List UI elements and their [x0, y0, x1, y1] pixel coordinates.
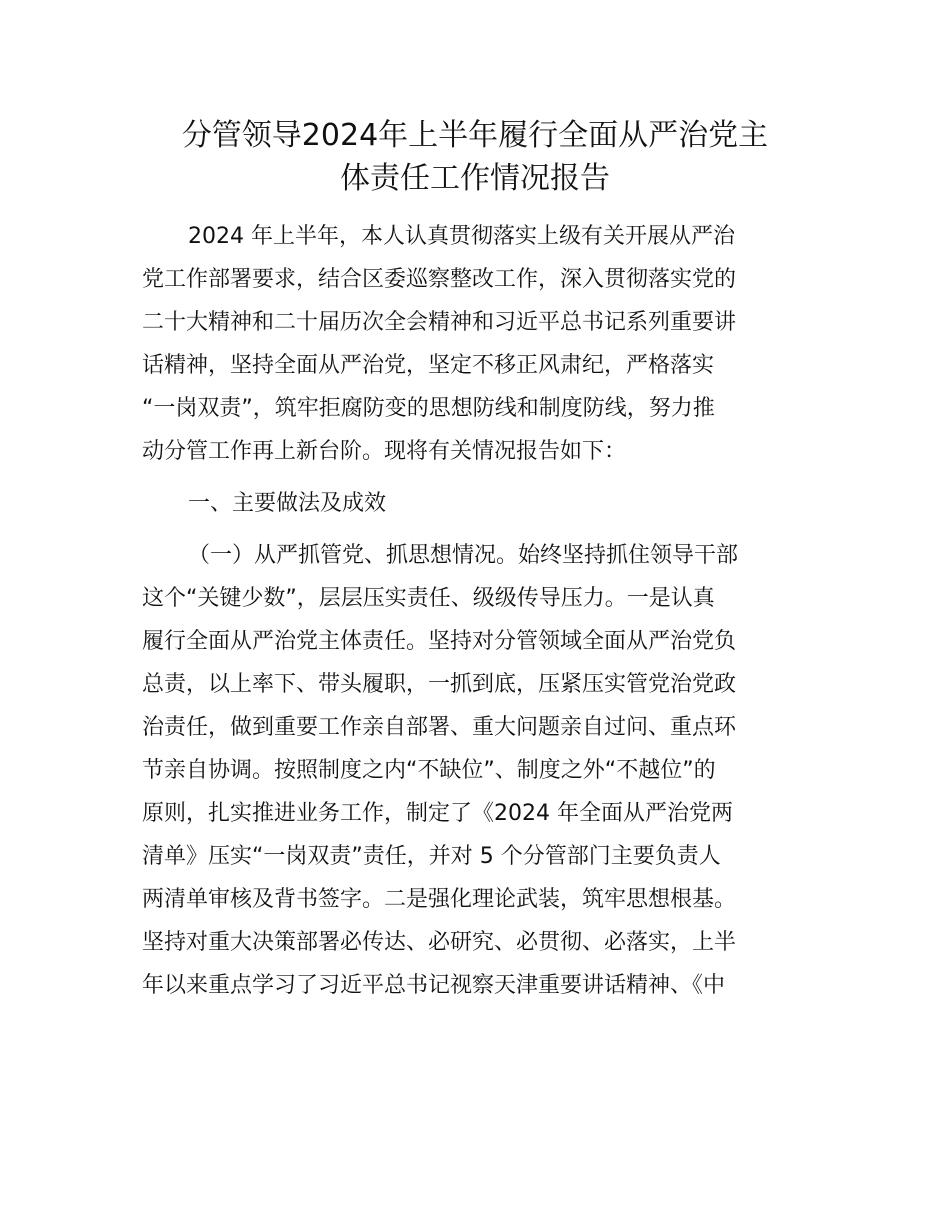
- section-heading: 一、主要做法及成效: [188, 491, 387, 516]
- paragraph-line: 2024 年上半年，本人认真贯彻落实上级有关开展从严治: [188, 224, 735, 249]
- paragraph-line: 党工作部署要求，结合区委巡察整改工作，深入贯彻落实党的: [142, 267, 737, 292]
- paragraph-line: （一）从严抓管党、抓思想情况。始终坚持抓住领导干部: [188, 543, 739, 568]
- document-title-line-2: 体责任工作情况报告: [340, 161, 610, 196]
- paragraph-line: “一岗双责”，筑牢拒腐防变的思想防线和制度防线，努力推: [142, 396, 715, 421]
- paragraph-line: 治责任，做到重要工作亲自部署、重大问题亲自过问、重点环: [142, 715, 737, 740]
- paragraph-line: 话精神，坚持全面从严治党，坚定不移正风肃纪，严格落实: [142, 353, 715, 378]
- paragraph-line: 两清单审核及背书签字。二是强化理论武装，筑牢思想根基。: [142, 887, 737, 912]
- paragraph-line: 这个“关键少数”，层层压实责任、级级传导压力。一是认真: [142, 586, 715, 611]
- paragraph-line: 清单》压实“一岗双责”责任，并对 5 个分管部门主要负责人: [142, 844, 721, 869]
- paragraph-line: 节亲自协调。按照制度之内“不缺位”、制度之外“不越位”的: [142, 758, 716, 783]
- paragraph-line: 坚持对重大决策部署必传达、必研究、必贯彻、必落实，上半: [142, 930, 737, 955]
- document-title-line-1: 分管领导2024年上半年履行全面从严治党主: [181, 118, 769, 153]
- paragraph-line: 原则，扎实推进业务工作，制定了《2024 年全面从严治党两: [142, 801, 733, 826]
- paragraph-line: 动分管工作再上新台阶。现将有关情况报告如下：: [142, 439, 627, 464]
- paragraph-line: 总责，以上率下、带头履职，一抓到底，压紧压实管党治党政: [142, 672, 737, 697]
- paragraph-line: 年以来重点学习了习近平总书记视察天津重要讲话精神、《中: [142, 973, 726, 998]
- paragraph-line: 履行全面从严治党主体责任。坚持对分管领域全面从严治党负: [142, 629, 737, 654]
- paragraph-line: 二十大精神和二十届历次全会精神和习近平总书记系列重要讲: [142, 310, 737, 335]
